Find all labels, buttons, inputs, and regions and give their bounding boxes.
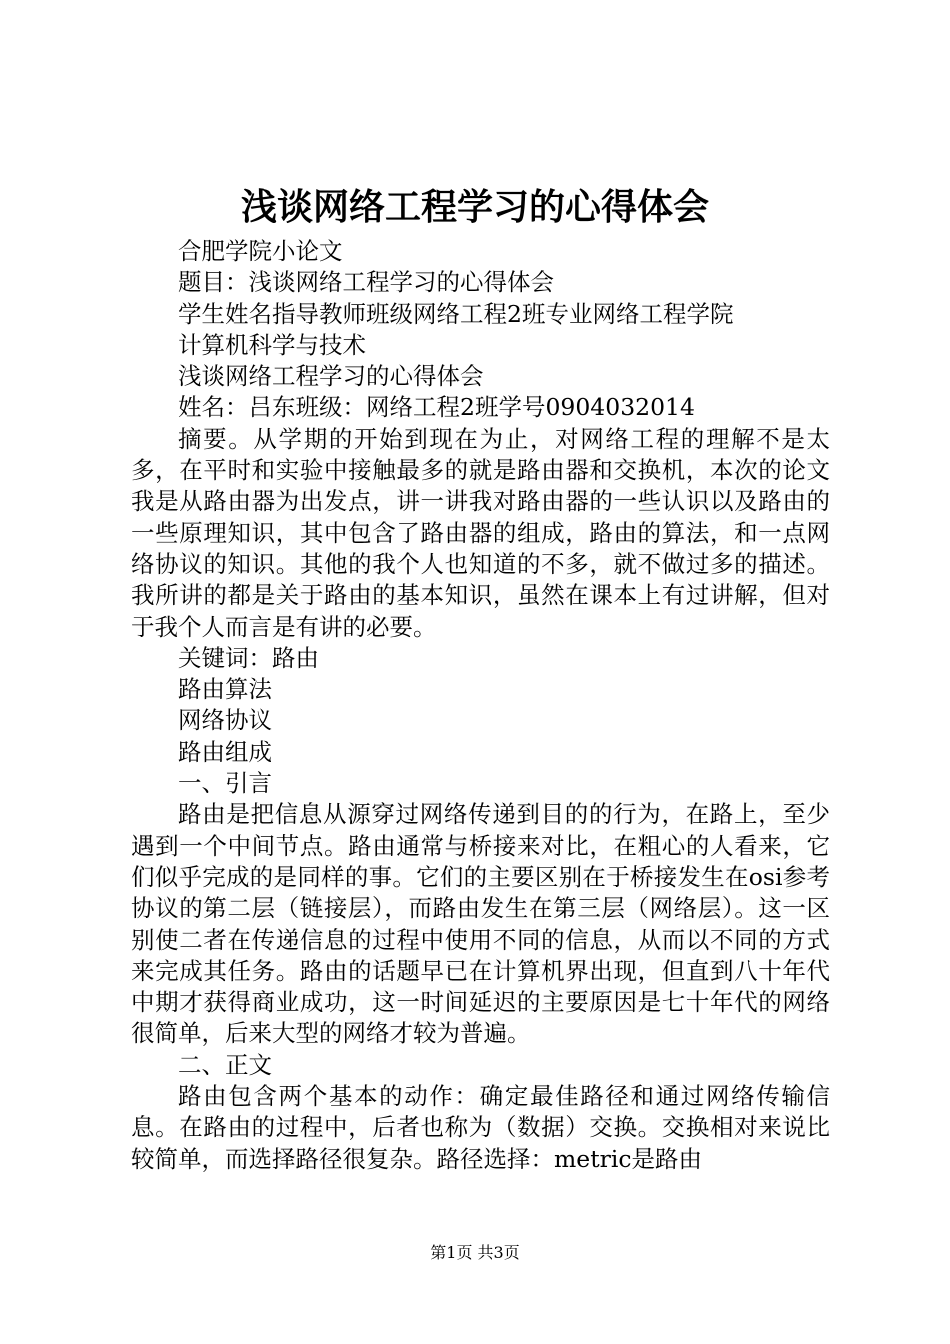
keyword-item: 路由组成 bbox=[178, 737, 272, 766]
paragraph: 路由包含两个基本的动作：确定最佳路径和通过网络传输信息。在路由的过程中，后者也称为（数据）交换。交换相对来说比较简单，而选择路径很复杂。路径选择：metric是路由 bbox=[131, 1082, 830, 1173]
abstract-paragraph: 摘要。从学期的开始到现在为止，对网络工程的理解不是太多，在平时和实验中接触最多的就是路由器和交换机，本次的论文我是从路由器为出发点，讲一讲我对路由器的一些认识以及路由的一些原理知识，其中包含了路由器的组成，路由的算法，和一点网络协议的知识。其他的我个人也知道的不多，就不做过多的描述。我所讲的都是关于路由的基本知识，虽然在课本上有过讲解，但对于我个人而言是有讲的必要。 bbox=[131, 424, 830, 641]
keywords-line: 关键词：路由 bbox=[178, 643, 319, 672]
paragraph: 姓名：吕东班级：网络工程2班学号0904032014 bbox=[178, 393, 695, 422]
document-title: 浅谈网络工程学习的心得体会 bbox=[240, 187, 709, 228]
paragraph: 题目：浅谈网络工程学习的心得体会 bbox=[178, 268, 554, 297]
section-heading: 二、正文 bbox=[178, 1050, 272, 1079]
paragraph: 浅谈网络工程学习的心得体会 bbox=[178, 362, 484, 391]
page-footer: 第1页 共3页 bbox=[430, 1243, 520, 1262]
paragraph: 计算机科学与技术 bbox=[178, 330, 366, 359]
keyword-item: 路由算法 bbox=[178, 675, 272, 704]
document-body bbox=[131, 236, 830, 1175]
paragraph: 合肥学院小论文 bbox=[178, 237, 343, 265]
keyword-item: 网络协议 bbox=[178, 706, 272, 735]
paragraph: 路由是把信息从源穿过网络传递到目的的行为，在路上，至少遇到一个中间节点。路由通常与桥接来对比，在粗心的人看来，它们似乎完成的是同样的事。它们的主要区别在于桥接发生在osi参考协议的第二层（链接层），而路由发生在第三层（网络层）。这一区别使二者在传递信息的过程中使用不同的信息，从而以不同的方式来完成其任务。路由的话题早已在计算机界出现，但直到八十年代中期才获得商业成功，这一时间延迟的主要原因是七十年代的网络很简单，后来大型的网络才较为普遍。 bbox=[131, 800, 830, 1048]
paragraph: 学生姓名指导教师班级网络工程2班专业网络工程学院 bbox=[178, 299, 734, 328]
section-heading: 一、引言 bbox=[178, 769, 272, 798]
